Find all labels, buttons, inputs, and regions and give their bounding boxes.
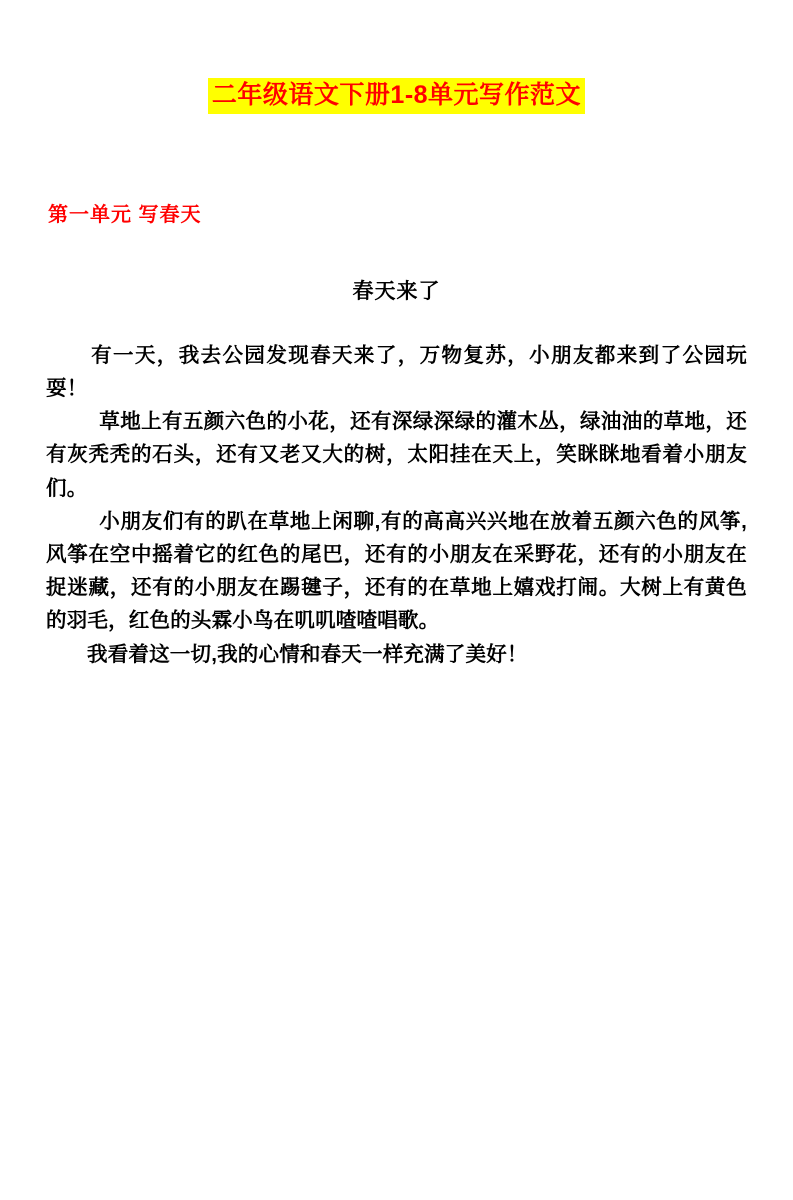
paragraph: 有一天，我去公园发现春天来了，万物复苏，小朋友都来到了公园玩耍！ [46,343,747,400]
page-title: 二年级语文下册1-8单元写作范文 [208,78,585,114]
paragraph: 草地上有五颜六色的小花，还有深绿深绿的灌木丛，绿油油的草地，还有灰秃秃的石头，还有又老又大的树，太阳挂在天上，笑眯眯地看着小朋友们。 [46,410,747,500]
essay-body [46,339,747,671]
document-title-container [46,78,747,114]
essay-title: 春天来了 [352,279,441,303]
document-page [0,78,793,1200]
unit-heading: 第一单元 写春天 [48,203,202,226]
paragraph: 小朋友们有的趴在草地上闲聊,有的高高兴兴地在放着五颜六色的风筝,风筝在空中摇着它的红色的尾巴，还有的小朋友在采野花，还有的小朋友在捉迷藏，还有的小朋友在踢毽子，还有的在草地上嬉戏打闹。大树上有黄色的羽毛，红色的头霖小鸟在叽叽喳喳唱歌。 [46,509,747,633]
paragraph: 我看着这一切,我的心情和春天一样充满了美好！ [87,642,528,666]
